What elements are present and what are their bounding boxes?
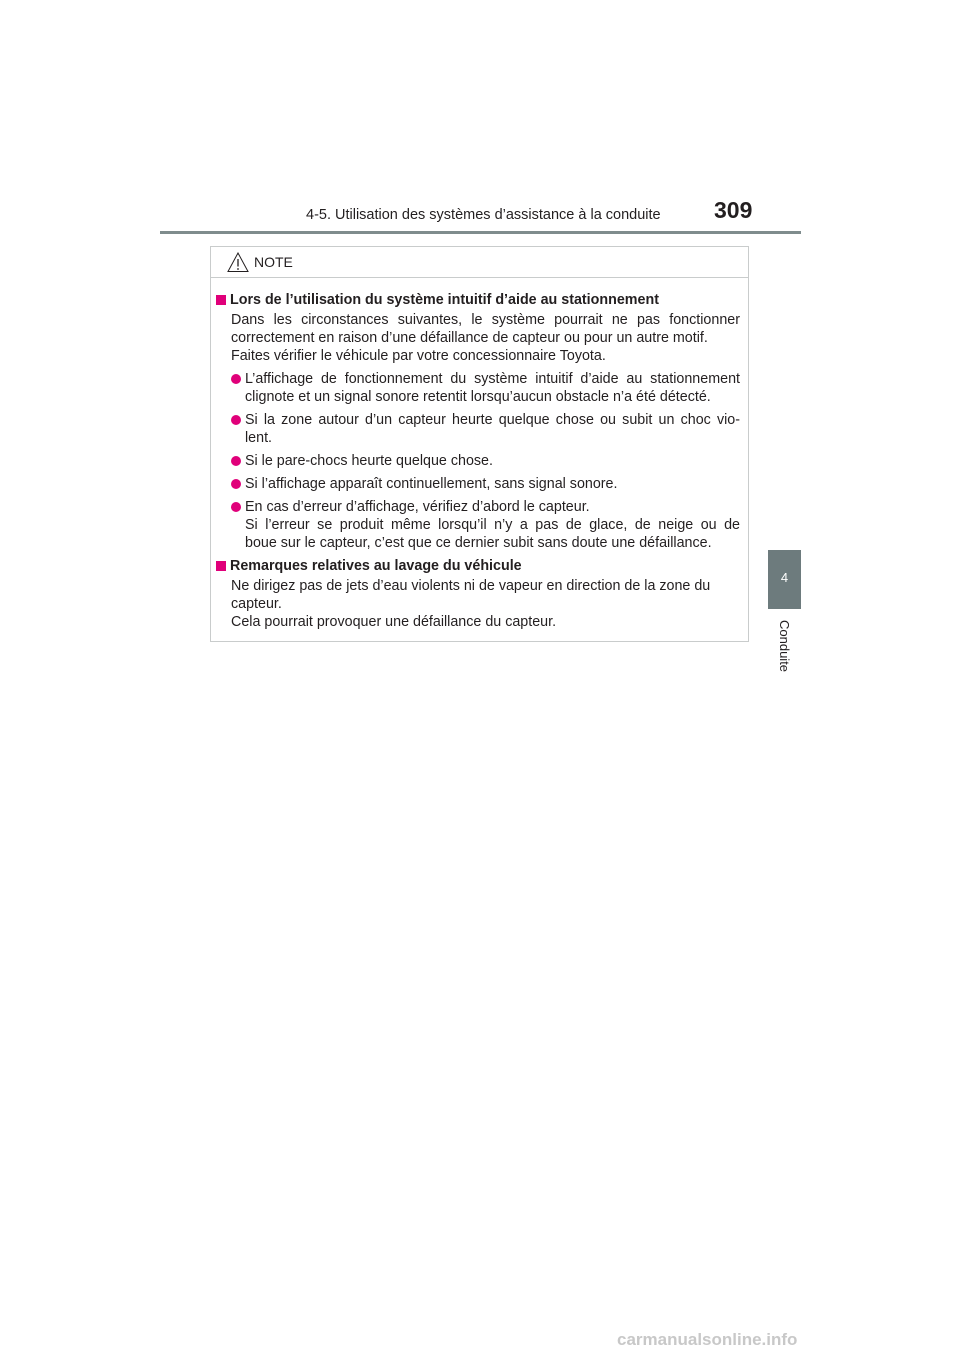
round-bullet-icon bbox=[231, 374, 241, 384]
list-item bbox=[231, 452, 740, 470]
text-line: Si l’affichage apparaît continuellement, sans signal sonore. bbox=[245, 476, 618, 492]
header-rule bbox=[160, 231, 801, 234]
section-intro bbox=[231, 311, 740, 365]
round-bullet-icon bbox=[231, 502, 241, 512]
text-line: En cas d’erreur d’affichage, vérifiez d’abord le capteur. bbox=[245, 499, 590, 515]
text-line: Si l’erreur se produit même lorsqu’il n’y a pas de glace, de neige ou de bbox=[245, 517, 740, 533]
text-line: capteur. bbox=[231, 596, 282, 612]
section-title: Lors de l’utilisation du système intuitif d’aide au stationnement bbox=[230, 292, 659, 308]
text-line: Si le pare-chocs heurte quelque chose. bbox=[245, 453, 493, 469]
text-line: Si la zone autour d’un capteur heurte quelque chose ou subit un choc vio- bbox=[245, 412, 740, 428]
page-number: 309 bbox=[714, 197, 753, 223]
round-bullet-icon bbox=[231, 456, 241, 466]
note-box bbox=[210, 246, 749, 642]
round-bullet-icon bbox=[231, 479, 241, 489]
chapter-tab-number: 4 bbox=[780, 570, 789, 585]
text-line: Dans les circonstances suivantes, le système pourrait ne pas fonctionner bbox=[231, 312, 740, 328]
note-header bbox=[211, 247, 748, 278]
list-item bbox=[231, 498, 740, 552]
text-line: Ne dirigez pas de jets d’eau violents ni de vapeur en direction de la zone du bbox=[231, 578, 711, 594]
text-line: Faites vérifier le véhicule par votre concessionnaire Toyota. bbox=[231, 348, 606, 364]
text-line: L’affichage de fonctionnement du système intuitif d’aide au stationnement bbox=[245, 371, 740, 387]
note-body bbox=[211, 278, 748, 641]
chapter-heading: 4-5. Utilisation des systèmes d’assistance à la conduite bbox=[306, 207, 661, 223]
section-title: Remarques relatives au lavage du véhicule bbox=[230, 558, 522, 574]
square-bullet-icon bbox=[216, 295, 226, 305]
text-line: lent. bbox=[245, 430, 273, 446]
text-line: clignote et un signal sonore retentit lorsqu’aucun obstacle n’a été détecté. bbox=[245, 389, 711, 405]
list-item bbox=[231, 475, 740, 493]
list-item bbox=[231, 411, 740, 447]
note-label: NOTE bbox=[254, 254, 293, 270]
section-heading bbox=[216, 291, 740, 309]
round-bullet-icon bbox=[231, 415, 241, 425]
list-item bbox=[231, 370, 740, 406]
section-text bbox=[231, 577, 740, 631]
text-line: correctement en raison d’une défaillance de capteur ou pour un autre motif. bbox=[231, 330, 708, 346]
chapter-tab-label: Conduite bbox=[777, 620, 792, 673]
text-line: Cela pourrait provoquer une défaillance du capteur. bbox=[231, 614, 557, 630]
warning-triangle-icon bbox=[227, 252, 249, 273]
watermark: carmanualsonline.info bbox=[617, 1330, 798, 1349]
text-line: boue sur le capteur, c’est que ce dernier subit sans doute une défaillance. bbox=[245, 535, 712, 551]
square-bullet-icon bbox=[216, 561, 226, 571]
section-heading bbox=[216, 557, 740, 575]
